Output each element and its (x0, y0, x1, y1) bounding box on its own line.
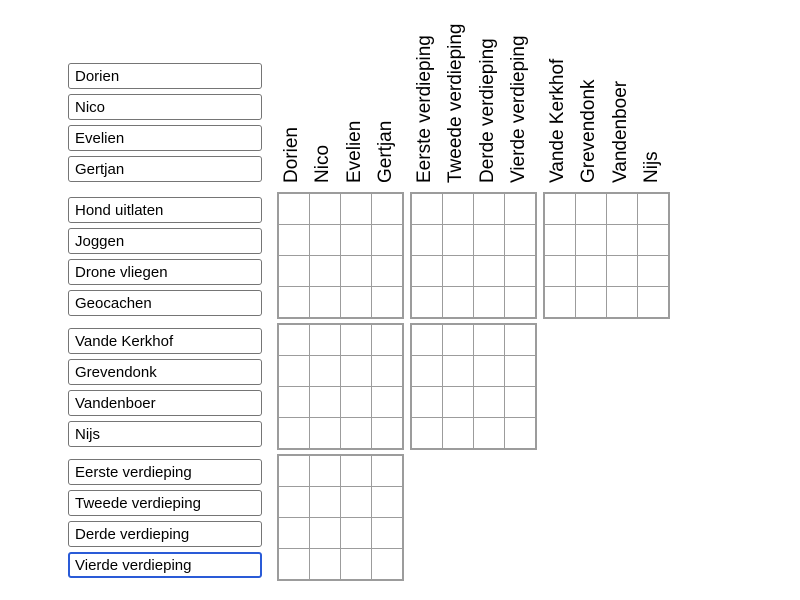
row-label-input[interactable] (68, 94, 262, 120)
column-header: Vierde verdieping (508, 35, 529, 183)
grid-cell[interactable] (474, 324, 505, 356)
grid-cell[interactable] (310, 225, 341, 256)
column-header: Nico (312, 144, 333, 183)
grid-row (278, 518, 403, 549)
grid-activities-names (277, 192, 404, 319)
grid-cell[interactable] (372, 225, 404, 256)
grid-cell[interactable] (443, 225, 474, 256)
row-label-input[interactable] (68, 390, 262, 416)
grid-cell[interactable] (310, 256, 341, 287)
grid-row (278, 324, 403, 356)
grid-cell[interactable] (443, 256, 474, 287)
column-header: Vandenboer (610, 80, 631, 183)
grid-row (278, 549, 403, 581)
grid-cell[interactable] (607, 193, 638, 225)
row-label-input[interactable] (68, 459, 262, 485)
grid-cell[interactable] (505, 287, 537, 319)
row-group-names (68, 63, 262, 187)
grid-cell[interactable] (310, 518, 341, 549)
grid-cell[interactable] (310, 193, 341, 225)
grid-cell[interactable] (372, 387, 404, 418)
grid-cell[interactable] (443, 418, 474, 450)
grid-cell[interactable] (638, 287, 670, 319)
grid-cell[interactable] (310, 387, 341, 418)
grid-cell[interactable] (607, 225, 638, 256)
grid-cell[interactable] (278, 324, 310, 356)
grid-cell[interactable] (372, 256, 404, 287)
row-label-input[interactable] (68, 156, 262, 182)
grid-row (544, 256, 669, 287)
row-label-input[interactable] (68, 197, 262, 223)
column-header: Nijs (641, 151, 662, 183)
grid-cell[interactable] (474, 193, 505, 225)
grid-cell[interactable] (310, 356, 341, 387)
grid-cell[interactable] (576, 256, 607, 287)
grid-cell[interactable] (278, 256, 310, 287)
grid-activities-surnames (543, 192, 670, 319)
grid-cell[interactable] (607, 287, 638, 319)
grid-cell[interactable] (443, 324, 474, 356)
grid-cell[interactable] (411, 225, 443, 256)
grid-cell[interactable] (505, 193, 537, 225)
grid-cell[interactable] (278, 455, 310, 487)
grid-cell[interactable] (278, 549, 310, 581)
grid-row (278, 455, 403, 487)
row-group-floors (68, 459, 262, 583)
grid-cell[interactable] (505, 356, 537, 387)
grid-cell[interactable] (474, 225, 505, 256)
row-label-input-focused[interactable] (68, 552, 262, 578)
grid-cell[interactable] (341, 356, 372, 387)
grid-cell[interactable] (310, 455, 341, 487)
row-label-input[interactable] (68, 521, 262, 547)
grid-cell[interactable] (341, 487, 372, 518)
row-group-activities (68, 197, 262, 321)
grid-surnames-floors (410, 323, 537, 450)
grid-cell[interactable] (278, 356, 310, 387)
grid-row (278, 225, 403, 256)
row-label-input[interactable] (68, 125, 262, 151)
grid-cell[interactable] (411, 287, 443, 319)
grid-row (411, 287, 536, 319)
grid-cell[interactable] (638, 193, 670, 225)
grid-row (411, 225, 536, 256)
grid-activities-floors (410, 192, 537, 319)
grid-row (278, 387, 403, 418)
grid-cell[interactable] (544, 256, 576, 287)
row-label-input[interactable] (68, 63, 262, 89)
grid-cell[interactable] (341, 455, 372, 487)
grid-row (278, 193, 403, 225)
column-header: Grevendonk (578, 79, 599, 183)
grid-floors-names (277, 454, 404, 581)
row-label-input[interactable] (68, 490, 262, 516)
grid-cell[interactable] (278, 387, 310, 418)
grid-cell[interactable] (411, 193, 443, 225)
grid-cell[interactable] (638, 225, 670, 256)
column-header: Vande Kerkhof (547, 58, 568, 183)
grid-cell[interactable] (278, 418, 310, 450)
row-label-input[interactable] (68, 359, 262, 385)
grid-cell[interactable] (505, 387, 537, 418)
grid-cell[interactable] (443, 356, 474, 387)
grid-cell[interactable] (278, 225, 310, 256)
grid-cell[interactable] (474, 387, 505, 418)
grid-row (411, 387, 536, 418)
column-header: Eerste verdieping (414, 35, 435, 183)
grid-cell[interactable] (372, 518, 404, 549)
grid-surnames-names (277, 323, 404, 450)
grid-row (544, 287, 669, 319)
grid-cell[interactable] (310, 324, 341, 356)
grid-cell[interactable] (505, 256, 537, 287)
grid-cell[interactable] (443, 287, 474, 319)
grid-cell[interactable] (411, 387, 443, 418)
grid-cell[interactable] (278, 518, 310, 549)
grid-cell[interactable] (341, 387, 372, 418)
grid-cell[interactable] (372, 324, 404, 356)
grid-cell[interactable] (505, 418, 537, 450)
grid-cell[interactable] (544, 225, 576, 256)
grid-cell[interactable] (544, 287, 576, 319)
grid-cell[interactable] (372, 356, 404, 387)
grid-cell[interactable] (443, 193, 474, 225)
grid-row (278, 418, 403, 450)
grid-cell[interactable] (310, 549, 341, 581)
column-header: Dorien (281, 127, 302, 183)
grid-cell[interactable] (576, 287, 607, 319)
grid-row (411, 193, 536, 225)
grid-cell[interactable] (474, 356, 505, 387)
grid-cell[interactable] (372, 287, 404, 319)
grid-cell[interactable] (341, 256, 372, 287)
grid-cell[interactable] (372, 549, 404, 581)
grid-cell[interactable] (505, 225, 537, 256)
grid-cell[interactable] (372, 193, 404, 225)
grid-row (411, 418, 536, 450)
grid-cell[interactable] (310, 418, 341, 450)
grid-row (411, 256, 536, 287)
column-header: Gertjan (375, 120, 396, 183)
grid-cell[interactable] (341, 418, 372, 450)
grid-cell[interactable] (576, 225, 607, 256)
grid-cell[interactable] (411, 324, 443, 356)
row-label-input[interactable] (68, 328, 262, 354)
grid-cell[interactable] (443, 387, 474, 418)
grid-cell[interactable] (544, 193, 576, 225)
grid-cell[interactable] (341, 193, 372, 225)
grid-cell[interactable] (638, 256, 670, 287)
row-label-input[interactable] (68, 421, 262, 447)
grid-cell[interactable] (310, 287, 341, 319)
grid-row (544, 225, 669, 256)
row-group-surnames (68, 328, 262, 452)
grid-cell[interactable] (607, 256, 638, 287)
row-label-input[interactable] (68, 259, 262, 285)
grid-row (278, 287, 403, 319)
row-label-input[interactable] (68, 228, 262, 254)
grid-cell[interactable] (372, 455, 404, 487)
grid-cell[interactable] (310, 487, 341, 518)
grid-cell[interactable] (411, 356, 443, 387)
grid-cell[interactable] (372, 487, 404, 518)
grid-row (278, 487, 403, 518)
grid-cell[interactable] (341, 287, 372, 319)
column-header: Tweede verdieping (445, 23, 466, 183)
column-header: Evelien (344, 120, 365, 183)
grid-cell[interactable] (411, 256, 443, 287)
grid-cell[interactable] (474, 287, 505, 319)
grid-cell[interactable] (341, 324, 372, 356)
grid-row (278, 356, 403, 387)
grid-cell[interactable] (372, 418, 404, 450)
grid-cell[interactable] (341, 549, 372, 581)
grid-row (411, 356, 536, 387)
grid-row (544, 193, 669, 225)
grid-cell[interactable] (278, 287, 310, 319)
grid-row (411, 324, 536, 356)
grid-row (278, 256, 403, 287)
grid-cell[interactable] (474, 418, 505, 450)
row-label-input[interactable] (68, 290, 262, 316)
grid-cell[interactable] (576, 193, 607, 225)
grid-cell[interactable] (341, 518, 372, 549)
grid-cell[interactable] (278, 193, 310, 225)
grid-cell[interactable] (411, 418, 443, 450)
grid-cell[interactable] (505, 324, 537, 356)
grid-cell[interactable] (341, 225, 372, 256)
grid-cell[interactable] (278, 487, 310, 518)
grid-cell[interactable] (474, 256, 505, 287)
column-header: Derde verdieping (477, 38, 498, 183)
